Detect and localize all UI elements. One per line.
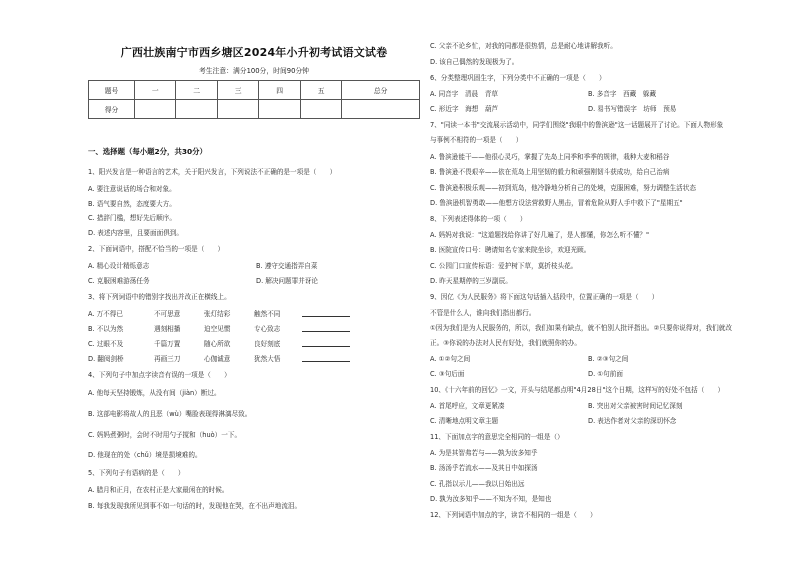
option-word: 专心致志 (254, 325, 281, 333)
option: B. 这部电影将故人的且恶（wù）嘴脸表现得淋漓尽致。 (88, 410, 252, 418)
answer-blank[interactable] (302, 310, 350, 318)
score-cell (135, 100, 176, 119)
option-word: 迫空见惯 (204, 325, 231, 333)
option-word: 千篇万置 (154, 340, 181, 348)
score-cell: 总分 (342, 81, 420, 100)
score-table-header-row (89, 81, 420, 100)
option-word: 再画三刀 (154, 355, 181, 363)
question-3: 3、将下列词语中的错别字找出并改正在横线上。 (88, 293, 231, 301)
option: C. 过眼不及 (88, 340, 124, 348)
score-table-score-row (89, 100, 420, 119)
option-word: 良好刻底 (254, 340, 281, 348)
answer-blank[interactable] (302, 340, 350, 348)
option: A. ①②句之间 (430, 355, 471, 363)
score-cell (300, 100, 341, 119)
option: C. 鲁滨逊积极乐观——初到荒岛，他冷静地分析自己的处境，克服困难，努力调整生活状态 (430, 184, 696, 192)
option: B. 突出对父亲被害时间记忆深刻 (588, 402, 683, 410)
option: C. 克服困难游荡任务 (88, 277, 150, 285)
section-heading: 一、选择题（每小题2分，共30分） (88, 147, 207, 156)
option: C. 形近字 海想 葫芦 (430, 105, 499, 113)
question-9-sentence: 不管是什么人，谁向我们指出都行。 (430, 309, 536, 317)
option-word: 触然不同 (254, 310, 281, 318)
option: D. 他现在的处（chǔ）境是损境难的。 (88, 451, 202, 459)
question-1: 1、阳兴发言是一种语言的艺术，关于阳兴发言，下列说法不正确的是一项是（ ） (88, 168, 337, 176)
option-word: 张灯结彩 (204, 310, 231, 318)
score-cell (342, 100, 420, 119)
question-9-passage: ①因为我们是为人民服务的，所以，我们如果有缺点，就不怕别人批评指出。②只要你说得对，我们就改 (430, 324, 732, 332)
option: D. 表述内容里，且要面面俱到。 (88, 229, 183, 237)
option: B. 不以为然 (88, 325, 124, 333)
question-11: 11、下面加点字的意思完全相同的一组是（） (430, 433, 564, 441)
score-cell (176, 100, 217, 119)
option: D. 鲁滨逊机智勇敢——他想方设法营救野人黑击，冒着危险从野人手中救下了"星期五" (430, 199, 683, 207)
option: B. 每我发现我所见到事不如一句话的时，发现他在哭，在不出声地流泪。 (88, 502, 302, 510)
score-cell: 题号 (89, 81, 135, 100)
option: D. 解决问题罪并讶论 (256, 277, 319, 285)
exam-title: 广西壮族南宁市西乡塘区2024年小升初考试语文试卷 (120, 46, 388, 59)
answer-blank[interactable] (302, 355, 350, 363)
score-cell: 二 (176, 81, 217, 100)
option-word: 犹然大悟 (254, 355, 281, 363)
score-cell: 得分 (89, 100, 135, 119)
option: D. 孰为汝多知乎——不知为不知，是知也 (430, 495, 552, 503)
question-10: 10、《十六年前的回忆》一文，开头与结尾都点明"4月28日"这个日期，这样写的好处不包括（ ） (430, 386, 725, 394)
option: C. 公园门口宣传标语：爱护树下草，莫折枝头花。 (430, 262, 578, 270)
option: C. 孔指以示儿——我以日始出远 (430, 480, 525, 488)
score-table (88, 80, 420, 119)
option: A. 鲁滨逊能干——他很心灵巧，掌握了先岛上同季和季季的规律，栽种大麦和稻谷 (430, 153, 670, 161)
option: B. 医院宣传口号：聘请知名专家来院坐诊，欢迎光顾。 (430, 246, 591, 254)
option-word: 遇刻相播 (154, 325, 181, 333)
option-word: 不可思意 (154, 310, 181, 318)
question-9-passage: 正。③你说的办法对人民有好处，我们就照你的办。 (430, 339, 581, 347)
option: A. 妈妈对我说："这道题找给你讲了好几遍了，是人都懂，你怎么听不懂？" (430, 231, 650, 239)
option: A. 精心设计精烁意志 (88, 262, 150, 270)
option: C. 妈妈煮粥时，会时不时用勺子搅和（huò）一下。 (88, 431, 242, 439)
score-cell (217, 100, 258, 119)
option: D. 表达作者对父亲的深切怀念 (588, 417, 677, 425)
score-cell: 一 (135, 81, 176, 100)
option: C. 父亲不论乡忙，对我的同都是很热情，总是耐心地讲解我听。 (430, 42, 617, 50)
question-5: 5、下列句子有语病的是（ ） (88, 469, 185, 477)
score-cell: 五 (300, 81, 341, 100)
option: A. 首尾呼应，文章更紧凑 (430, 402, 505, 410)
option: A. 要注意说话的场合和对象。 (88, 185, 176, 193)
option: D. 昨天星期停的三岁副辰。 (430, 277, 512, 285)
option: D. 该自己偶然的发现极为了。 (430, 58, 519, 66)
option: C. 清晰地点明文章主题 (430, 417, 499, 425)
question-7-cont: 与事例不相符的一项是（ ） (430, 136, 523, 144)
exam-note: 考生注意：满分100分，时间90分钟 (199, 67, 309, 75)
option: D. 易书写错误字 坊师 预易 (588, 105, 677, 113)
question-6: 6、分类整理巩固生字，下列分类中不正确的一项是（ ） (430, 74, 606, 82)
option: B. ②③句之间 (588, 355, 629, 363)
question-7: 7、"同读一本书"交流展示活动中，同学们围绕"我眼中的鲁滨逊"这一话题展开了讨论。下面人物形象 (430, 121, 724, 129)
score-cell: 四 (259, 81, 300, 100)
question-9: 9、因亿《为人民服务》将下面这句话插入括段中，位置正确的一项是（ ） (430, 293, 659, 301)
option: D. 翻阅剑桥 (88, 355, 124, 363)
question-2: 2、下面词语中，搭配不恰当的一项是（ ） (88, 245, 225, 253)
score-cell: 三 (217, 81, 258, 100)
option: B. 鲁滨逊不畏艰辛——依在荒岛上用坚韧的毅力和顽强刚韧斗获成功，给自己治病 (430, 168, 670, 176)
answer-blank[interactable] (302, 325, 350, 333)
option-word: 随心所欲 (204, 340, 231, 348)
option: A. 为是其智弗若与——孰为汝多知乎 (430, 449, 538, 457)
option: D. ①句前面 (588, 370, 623, 378)
option: C. 措辞门槛，想好先后顺序。 (88, 214, 176, 222)
option: B. 汤汤乎若流水——及其日中如探汤 (430, 464, 538, 472)
question-12: 12、下列词语中加点的字，读音不相同的一组是（ ） (430, 511, 597, 519)
option: C. ③句后面 (430, 370, 465, 378)
option: A. 他每天坚持锻炼，从没有间（jiàn）断过。 (88, 389, 221, 397)
option-word: 心伽诚意 (204, 355, 231, 363)
score-cell (259, 100, 300, 119)
option: A. 同音字 清晨 青草 (430, 90, 498, 98)
option: B. 遵守交通指弄自菜 (256, 262, 318, 270)
question-4: 4、下列句子中加点字读音有误的一项是（ ） (88, 371, 231, 379)
option: B. 多音字 西藏 躲藏 (588, 90, 657, 98)
option: A. 腊月和正月，在农村正是大家最闲在的时候。 (88, 486, 229, 494)
option: A. 万不得已 (88, 310, 123, 318)
question-8: 8、下列表述得体的一项（ ） (430, 215, 527, 223)
option: B. 语气要自然，态度要大方。 (88, 200, 176, 208)
